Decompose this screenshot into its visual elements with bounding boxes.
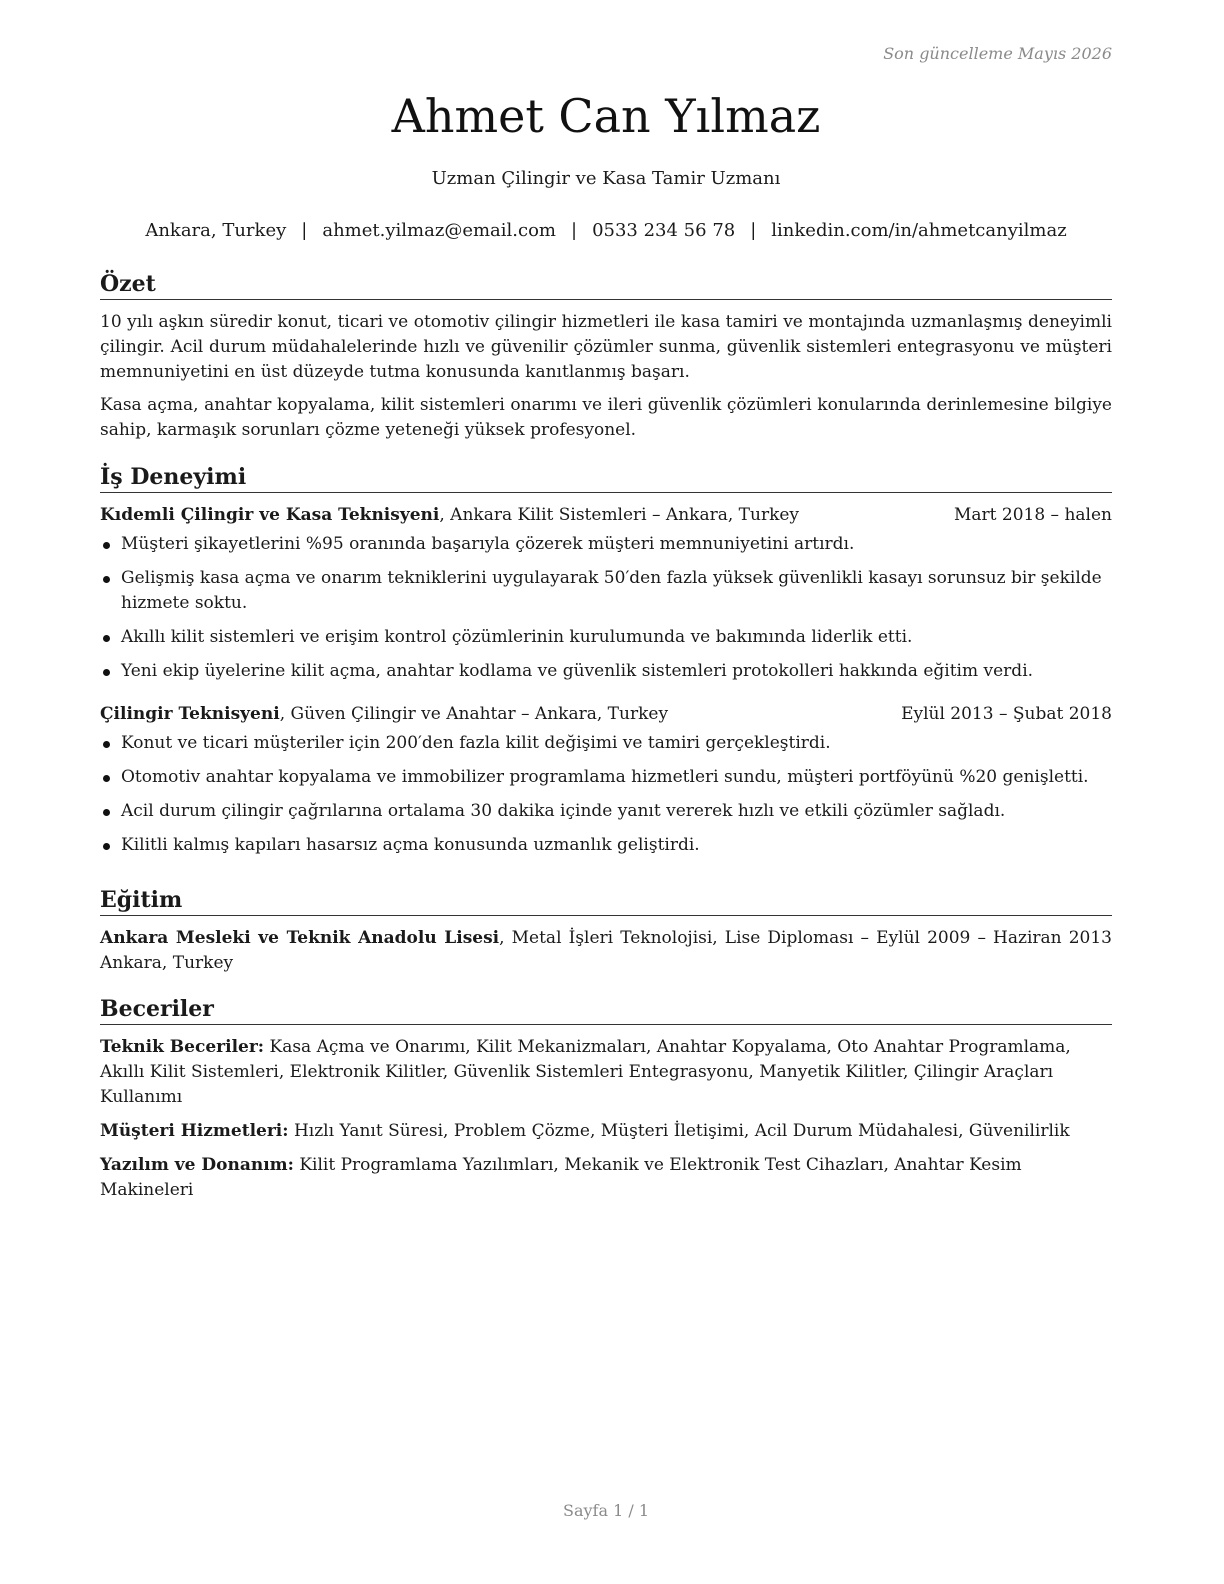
skill-group-items: Hızlı Yanıt Süresi, Problem Çözme, Müşteri İletişimi, Acil Durum Müdahalesi, Güvenilirlik <box>293 1121 1070 1141</box>
education-section <box>100 886 1112 976</box>
candidate-headline: Uzman Çilingir ve Kasa Tamir Uzmanı <box>431 168 781 189</box>
list-item: Müşteri şikayetlerini %95 oranında başarıyla çözerek müşteri memnuniyetini artırdı. <box>100 532 1112 557</box>
list-item: Acil durum çilingir çağrılarına ortalama 30 dakika içinde yanıt vererek hızlı ve etkili çözümler sağladı. <box>100 799 1112 824</box>
skill-group-label: Teknik Beceriler: <box>100 1037 265 1057</box>
contact-separator: | <box>750 220 757 241</box>
experience-heading: İş Deneyimi <box>100 463 1112 493</box>
bullet-dot-icon <box>103 669 110 676</box>
job-entry <box>100 702 1112 858</box>
contact-separator: | <box>301 220 308 241</box>
education-school: Ankara Mesleki ve Teknik Anadolu Lisesi <box>100 928 500 948</box>
resume-page <box>100 0 1112 1584</box>
contact-phone: 0533 234 56 78 <box>592 220 736 241</box>
bullet-dot-icon <box>103 775 110 782</box>
job-dates: Mart 2018 – halen <box>953 505 1112 525</box>
skill-group <box>100 1035 1112 1110</box>
candidate-name: Ahmet Can Yılmaz <box>391 89 821 143</box>
list-item: Yeni ekip üyelerine kilit açma, anahtar kodlama ve güvenlik sistemleri protokolleri hakkında eğitim verdi. <box>100 659 1112 684</box>
skill-group-label: Yazılım ve Donanım: <box>100 1155 294 1175</box>
list-item: Gelişmiş kasa açma ve onarım tekniklerini uygulayarak 50′den fazla yüksek güvenlikli kasayı sorunsuz bir şekilde hizmete soktu. <box>100 566 1112 616</box>
page-number: Sayfa 1 / 1 <box>562 1501 649 1520</box>
skill-group <box>100 1153 1112 1203</box>
job-role: Çilingir Teknisyeni <box>100 704 280 724</box>
bullet-dot-icon <box>103 843 110 850</box>
job-header <box>100 503 1112 528</box>
contact-location: Ankara, Turkey <box>145 220 287 241</box>
bullet-dot-icon <box>103 542 110 549</box>
contact-separator: | <box>571 220 578 241</box>
summary-paragraph: 10 yılı aşkın süredir konut, ticari ve otomotiv çilingir hizmetleri ile kasa tamiri ve montajında uzmanlaşmış deneyimli çilingir. Acil durum müdahalelerinde hızlı ve güvenilir çözümler sunma, güvenlik sistemleri entegrasyonu ve müşteri memnuniyetini en üst düzeyde tutma konusunda kanıtlanmış başarı. <box>100 312 1112 382</box>
experience-section <box>100 463 1112 867</box>
skills-section <box>100 995 1112 1212</box>
contact-email[interactable]: ahmet.yilmaz@email.com <box>322 220 556 241</box>
job-entry <box>100 503 1112 684</box>
last-updated-note: Son güncelleme Mayıs 2026 <box>883 44 1112 63</box>
list-item: Akıllı kilit sistemleri ve erişim kontrol çözümlerinin kurulumunda ve bakımında liderlik etti. <box>100 625 1112 650</box>
summary-section <box>100 270 1112 451</box>
education-details: , Metal İşleri Teknolojisi, Lise Diploması – Eylül 2009 – Haziran 2013 <box>499 928 1112 948</box>
bullet-dot-icon <box>103 741 110 748</box>
education-location: Ankara, Turkey <box>100 953 234 973</box>
bullet-dot-icon <box>103 809 110 816</box>
education-entry <box>100 926 1112 951</box>
job-bullets <box>100 532 1112 684</box>
list-item: Konut ve ticari müşteriler için 200′den fazla kilit değişimi ve tamiri gerçekleştirdi. <box>100 731 1112 756</box>
job-dates: Eylül 2013 – Şubat 2018 <box>901 704 1112 724</box>
summary-heading: Özet <box>100 270 1112 300</box>
bullet-dot-icon <box>103 635 110 642</box>
summary-paragraph: Kasa açma, anahtar kopyalama, kilit sistemleri onarımı ve ileri güvenlik çözümleri konularında derinlemesine bilgiye sahip, karmaşık sorunları çözme yeteneği yüksek profesyonel. <box>100 395 1112 440</box>
skill-group-label: Müşteri Hizmetleri: <box>100 1121 289 1141</box>
list-item: Otomotiv anahtar kopyalama ve immobilizer programlama hizmetleri sundu, müşteri portföyünü %20 genişletti. <box>100 765 1112 790</box>
contact-line <box>100 219 1112 243</box>
job-company: , Ankara Kilit Sistemleri – Ankara, Turkey <box>439 505 800 525</box>
education-heading: Eğitim <box>100 886 1112 916</box>
job-company: , Güven Çilingir ve Anahtar – Ankara, Turkey <box>279 704 669 724</box>
list-item: Kilitli kalmış kapıları hasarsız açma konusunda uzmanlık geliştirdi. <box>100 833 1112 858</box>
job-role: Kıdemli Çilingir ve Kasa Teknisyeni <box>100 505 440 525</box>
skill-group <box>100 1119 1112 1144</box>
job-bullets <box>100 731 1112 858</box>
bullet-dot-icon <box>103 576 110 583</box>
skill-group-items: Kilit Programlama Yazılımları, Mekanik ve Elektronik Test Cihazları, Anahtar Kesim Makineleri <box>100 1155 1022 1200</box>
job-header <box>100 702 1112 727</box>
skills-heading: Beceriler <box>100 995 1112 1025</box>
contact-linkedin[interactable]: linkedin.com/in/ahmetcanyilmaz <box>771 220 1067 241</box>
skill-group-items: Kasa Açma ve Onarımı, Kilit Mekanizmaları, Anahtar Kopyalama, Oto Anahtar Programlama, Akıllı Kilit Sistemleri, Elektronik Kilitler, Güvenlik Sistemleri Entegrasyonu, Manyetik Kilitler, Çilingir Araçları Kullanımı <box>100 1037 1071 1107</box>
